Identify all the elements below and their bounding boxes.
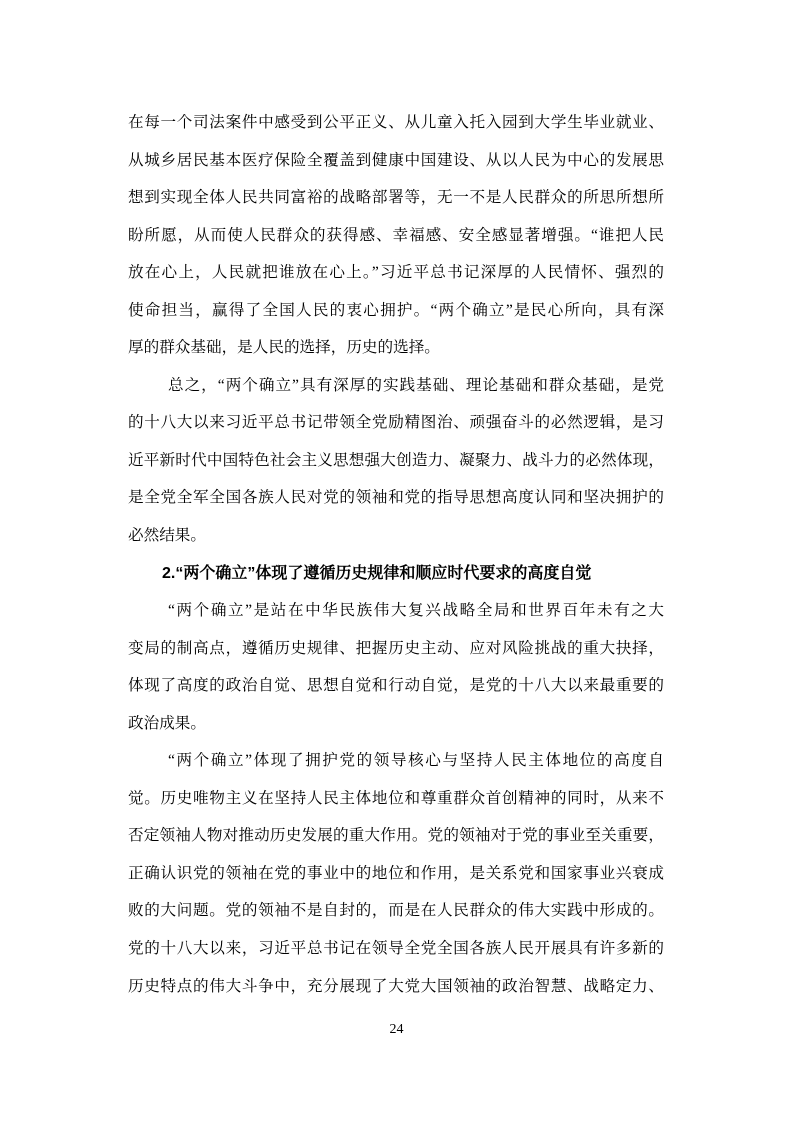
text-line: 的十八大以来习近平总书记带领全党励精图治、顽强奋斗的必然逻辑，是习	[128, 414, 664, 432]
text-line: 使命担当，赢得了全国人民的衷心拥护。“两个确立”是民心所向，具有深	[128, 301, 664, 319]
text-line: 正确认识党的领袖在党的事业中的地位和作用，是关系党和国家事业兴衰成	[128, 864, 664, 882]
paragraph	[128, 367, 664, 555]
text-line: 党的十八大以来，习近平总书记在领导全党全国各族人民开展具有许多新的	[128, 940, 664, 958]
text-line: 总之，“两个确立”具有深厚的实践基础、理论基础和群众基础，是党	[168, 376, 664, 394]
document-body	[128, 104, 664, 1005]
page-number: 24	[389, 1022, 404, 1037]
text-line: 政治成果。	[128, 714, 206, 732]
text-line: 觉。历史唯物主义在坚持人民主体地位和尊重群众首创精神的同时，从来不	[128, 789, 664, 807]
text-line: 必然结果。	[128, 527, 206, 545]
paragraph	[128, 104, 664, 367]
text-line: 盼所愿，从而使人民群众的获得感、幸福感、安全感显著增强。“谁把人民	[128, 226, 664, 244]
text-line: “两个确立”体现了拥护党的领导核心与坚持人民主体地位的高度自	[168, 752, 664, 770]
text-line: 厚的群众基础，是人民的选择，历史的选择。	[128, 339, 440, 357]
section-heading: 2.“两个确立”体现了遵循历史规律和顺应时代要求的高度自觉	[162, 564, 592, 582]
paragraph	[128, 742, 664, 1005]
text-line: 近平新时代中国特色社会主义思想强大创造力、凝聚力、战斗力的必然体现，	[128, 451, 664, 469]
paragraph	[128, 592, 664, 742]
text-line: 历史特点的伟大斗争中，充分展现了大党大国领袖的政治智慧、战略定力、	[128, 977, 664, 995]
text-line: 想到实现全体人民共同富裕的战略部署等，无一不是人民群众的所思所想所	[128, 189, 664, 207]
text-line: “两个确立”是站在中华民族伟大复兴战略全局和世界百年未有之大	[168, 602, 664, 620]
text-line: 放在心上，人民就把谁放在心上。”习近平总书记深厚的人民情怀、强烈的	[128, 264, 664, 282]
text-line: 体现了高度的政治自觉、思想自觉和行动自觉，是党的十八大以来最重要的	[128, 677, 664, 695]
text-line: 在每一个司法案件中感受到公平正义、从儿童入托入园到大学生毕业就业、	[128, 114, 664, 131]
text-line: 是全党全军全国各族人民对党的领袖和党的指导思想高度认同和坚决拥护的	[128, 489, 664, 507]
text-line: 变局的制高点，遵循历史规律、把握历史主动、应对风险挑战的重大抉择，	[128, 639, 664, 657]
text-line: 败的大问题。党的领袖不是自封的，而是在人民群众的伟大实践中形成的。	[128, 902, 664, 920]
text-line: 否定领袖人物对推动历史发展的重大作用。党的领袖对于党的事业至关重要，	[128, 827, 664, 845]
text-line: 从城乡居民基本医疗保险全覆盖到健康中国建设、从以人民为中心的发展思	[128, 151, 664, 169]
